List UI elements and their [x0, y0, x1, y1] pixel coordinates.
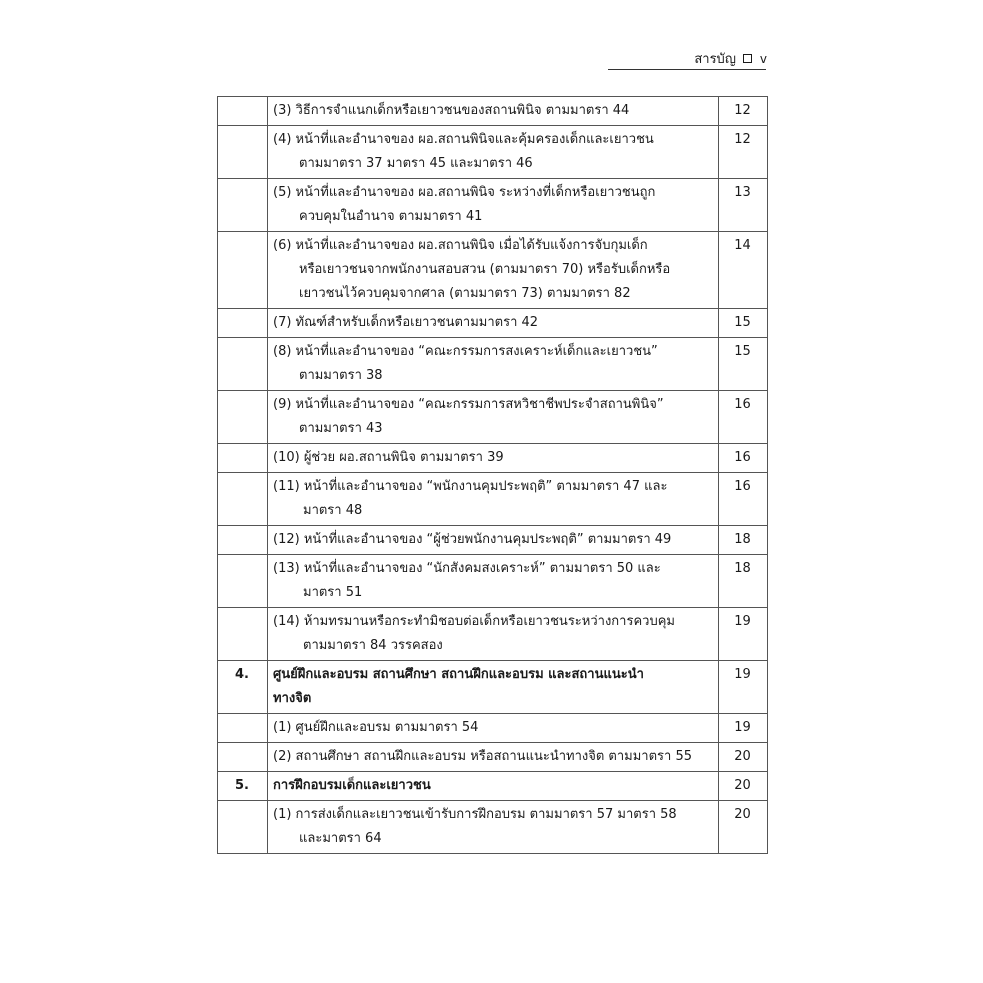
entry-title: (5) หน้าที่และอำนาจของ ผอ.สถานพินิจ ระหว่างที่เด็กหรือเยาวชนถูก — [273, 185, 656, 200]
toc-row — [218, 714, 768, 743]
entry-title-cell — [268, 391, 719, 444]
header-title: สารบัญ — [694, 52, 736, 67]
entry-title-continuation: ตามมาตรา 37 มาตรา 45 และมาตรา 46 — [299, 156, 533, 171]
page-number: 20 — [719, 772, 768, 801]
header-page-number: v — [759, 51, 767, 66]
entry-title: (3) วิธีการจำแนกเด็กหรือเยาวชนของสถานพินิจ ตามมาตรา 44 — [273, 103, 630, 118]
page-number: 13 — [719, 179, 768, 232]
entry-title: (13) หน้าที่และอำนาจของ “นักสังคมสงเคราะห์” ตามมาตรา 50 และ — [273, 561, 661, 576]
toc-row — [218, 526, 768, 555]
toc-row — [218, 97, 768, 126]
entry-title-continuation: และมาตรา 64 — [299, 831, 382, 846]
page-number: 19 — [719, 608, 768, 661]
toc-row — [218, 444, 768, 473]
entry-title: ศูนย์ฝึกและอบรม สถานศึกษา สถานฝึกและอบรม และสถานแนะนำ — [273, 667, 644, 682]
page-number: 14 — [719, 232, 768, 309]
entry-title: (1) การส่งเด็กและเยาวชนเข้ารับการฝึกอบรม ตามมาตรา 57 มาตรา 58 — [273, 807, 677, 822]
entry-title: (7) ทัณฑ์สำหรับเด็กหรือเยาวชนตามมาตรา 42 — [273, 315, 539, 330]
section-number — [218, 126, 268, 179]
entry-title: (9) หน้าที่และอำนาจของ “คณะกรรมการสหวิชาชีพประจำสถานพินิจ” — [273, 397, 664, 412]
toc-row — [218, 608, 768, 661]
page-number: 18 — [719, 526, 768, 555]
page-number: 18 — [719, 555, 768, 608]
section-number — [218, 232, 268, 309]
toc-row — [218, 772, 768, 801]
entry-title: (10) ผู้ช่วย ผอ.สถานพินิจ ตามมาตรา 39 — [273, 450, 504, 465]
entry-title-cell — [268, 473, 719, 526]
toc-row — [218, 232, 768, 309]
entry-title-cell — [268, 309, 719, 338]
entry-title: (4) หน้าที่และอำนาจของ ผอ.สถานพินิจและคุ้มครองเด็กและเยาวชน — [273, 132, 654, 147]
page-number: 15 — [719, 338, 768, 391]
toc-row — [218, 473, 768, 526]
entry-title-continuation: หรือเยาวชนจากพนักงานสอบสวน (ตามมาตรา 70) หรือรับเด็กหรือ — [299, 262, 671, 277]
checkbox-square-icon — [743, 54, 752, 63]
toc-row — [218, 661, 768, 714]
entry-title-continuation: ตามมาตรา 84 วรรคสอง — [303, 638, 443, 653]
header-rule — [608, 69, 766, 70]
entry-title-continuation: มาตรา 51 — [303, 585, 363, 600]
toc-row — [218, 338, 768, 391]
entry-title-cell — [268, 526, 719, 555]
page-number: 19 — [719, 714, 768, 743]
toc-row — [218, 126, 768, 179]
toc-row — [218, 179, 768, 232]
entry-title-cell — [268, 661, 719, 714]
entry-title-continuation: ตามมาตรา 43 — [299, 421, 383, 436]
section-number — [218, 555, 268, 608]
toc-row — [218, 391, 768, 444]
section-number — [218, 714, 268, 743]
entry-title-cell — [268, 743, 719, 772]
toc-row — [218, 555, 768, 608]
entry-title-cell — [268, 608, 719, 661]
section-number — [218, 473, 268, 526]
entry-title-continuation: ควบคุมในอำนาจ ตามมาตรา 41 — [299, 209, 483, 224]
section-number — [218, 309, 268, 338]
section-number — [218, 179, 268, 232]
entry-title: การฝึกอบรมเด็กและเยาวชน — [273, 778, 431, 793]
entry-title: (6) หน้าที่และอำนาจของ ผอ.สถานพินิจ เมื่อได้รับแจ้งการจับกุมเด็ก — [273, 238, 648, 253]
entry-title: (12) หน้าที่และอำนาจของ “ผู้ช่วยพนักงานคุมประพฤติ” ตามมาตรา 49 — [273, 532, 672, 547]
page-number: 19 — [719, 661, 768, 714]
entry-title: (11) หน้าที่และอำนาจของ “พนักงานคุมประพฤติ” ตามมาตรา 47 และ — [273, 479, 668, 494]
page-number: 16 — [719, 391, 768, 444]
entry-title-cell — [268, 179, 719, 232]
entry-title-continuation: มาตรา 48 — [303, 503, 363, 518]
entry-title: (8) หน้าที่และอำนาจของ “คณะกรรมการสงเคราะห์เด็กและเยาวชน” — [273, 344, 658, 359]
section-number: 5. — [218, 772, 268, 801]
toc-body — [218, 97, 768, 854]
entry-title-cell — [268, 555, 719, 608]
section-number — [218, 608, 268, 661]
entry-title-cell — [268, 97, 719, 126]
toc-row — [218, 801, 768, 854]
toc-table — [217, 96, 768, 854]
section-number — [218, 743, 268, 772]
entry-title: (2) สถานศึกษา สถานฝึกและอบรม หรือสถานแนะนำทางจิต ตามมาตรา 55 — [273, 749, 692, 764]
page-number: 16 — [719, 473, 768, 526]
section-number: 4. — [218, 661, 268, 714]
entry-title-cell — [268, 338, 719, 391]
entry-title-continuation: เยาวชนไว้ควบคุมจากศาล (ตามมาตรา 73) ตามมาตรา 82 — [299, 286, 631, 301]
section-number — [218, 338, 268, 391]
entry-title-cell — [268, 126, 719, 179]
section-number — [218, 801, 268, 854]
entry-title: (1) ศูนย์ฝึกและอบรม ตามมาตรา 54 — [273, 720, 479, 735]
page-number: 15 — [719, 309, 768, 338]
entry-title-cell — [268, 801, 719, 854]
section-number — [218, 526, 268, 555]
entry-title: (14) ห้ามทรมานหรือกระทำมิชอบต่อเด็กหรือเยาวชนระหว่างการควบคุม — [273, 614, 675, 629]
toc-row — [218, 743, 768, 772]
page-number: 12 — [719, 97, 768, 126]
section-number — [218, 444, 268, 473]
entry-title-continuation: ทางจิต — [273, 691, 312, 706]
entry-title-cell — [268, 772, 719, 801]
page-number: 20 — [719, 801, 768, 854]
entry-title-cell — [268, 232, 719, 309]
page-number: 12 — [719, 126, 768, 179]
page-number: 20 — [719, 743, 768, 772]
page-number: 16 — [719, 444, 768, 473]
section-number — [218, 391, 268, 444]
entry-title-cell — [268, 444, 719, 473]
toc-row — [218, 309, 768, 338]
section-number — [218, 97, 268, 126]
running-header — [694, 48, 767, 69]
entry-title-continuation: ตามมาตรา 38 — [299, 368, 383, 383]
entry-title-cell — [268, 714, 719, 743]
